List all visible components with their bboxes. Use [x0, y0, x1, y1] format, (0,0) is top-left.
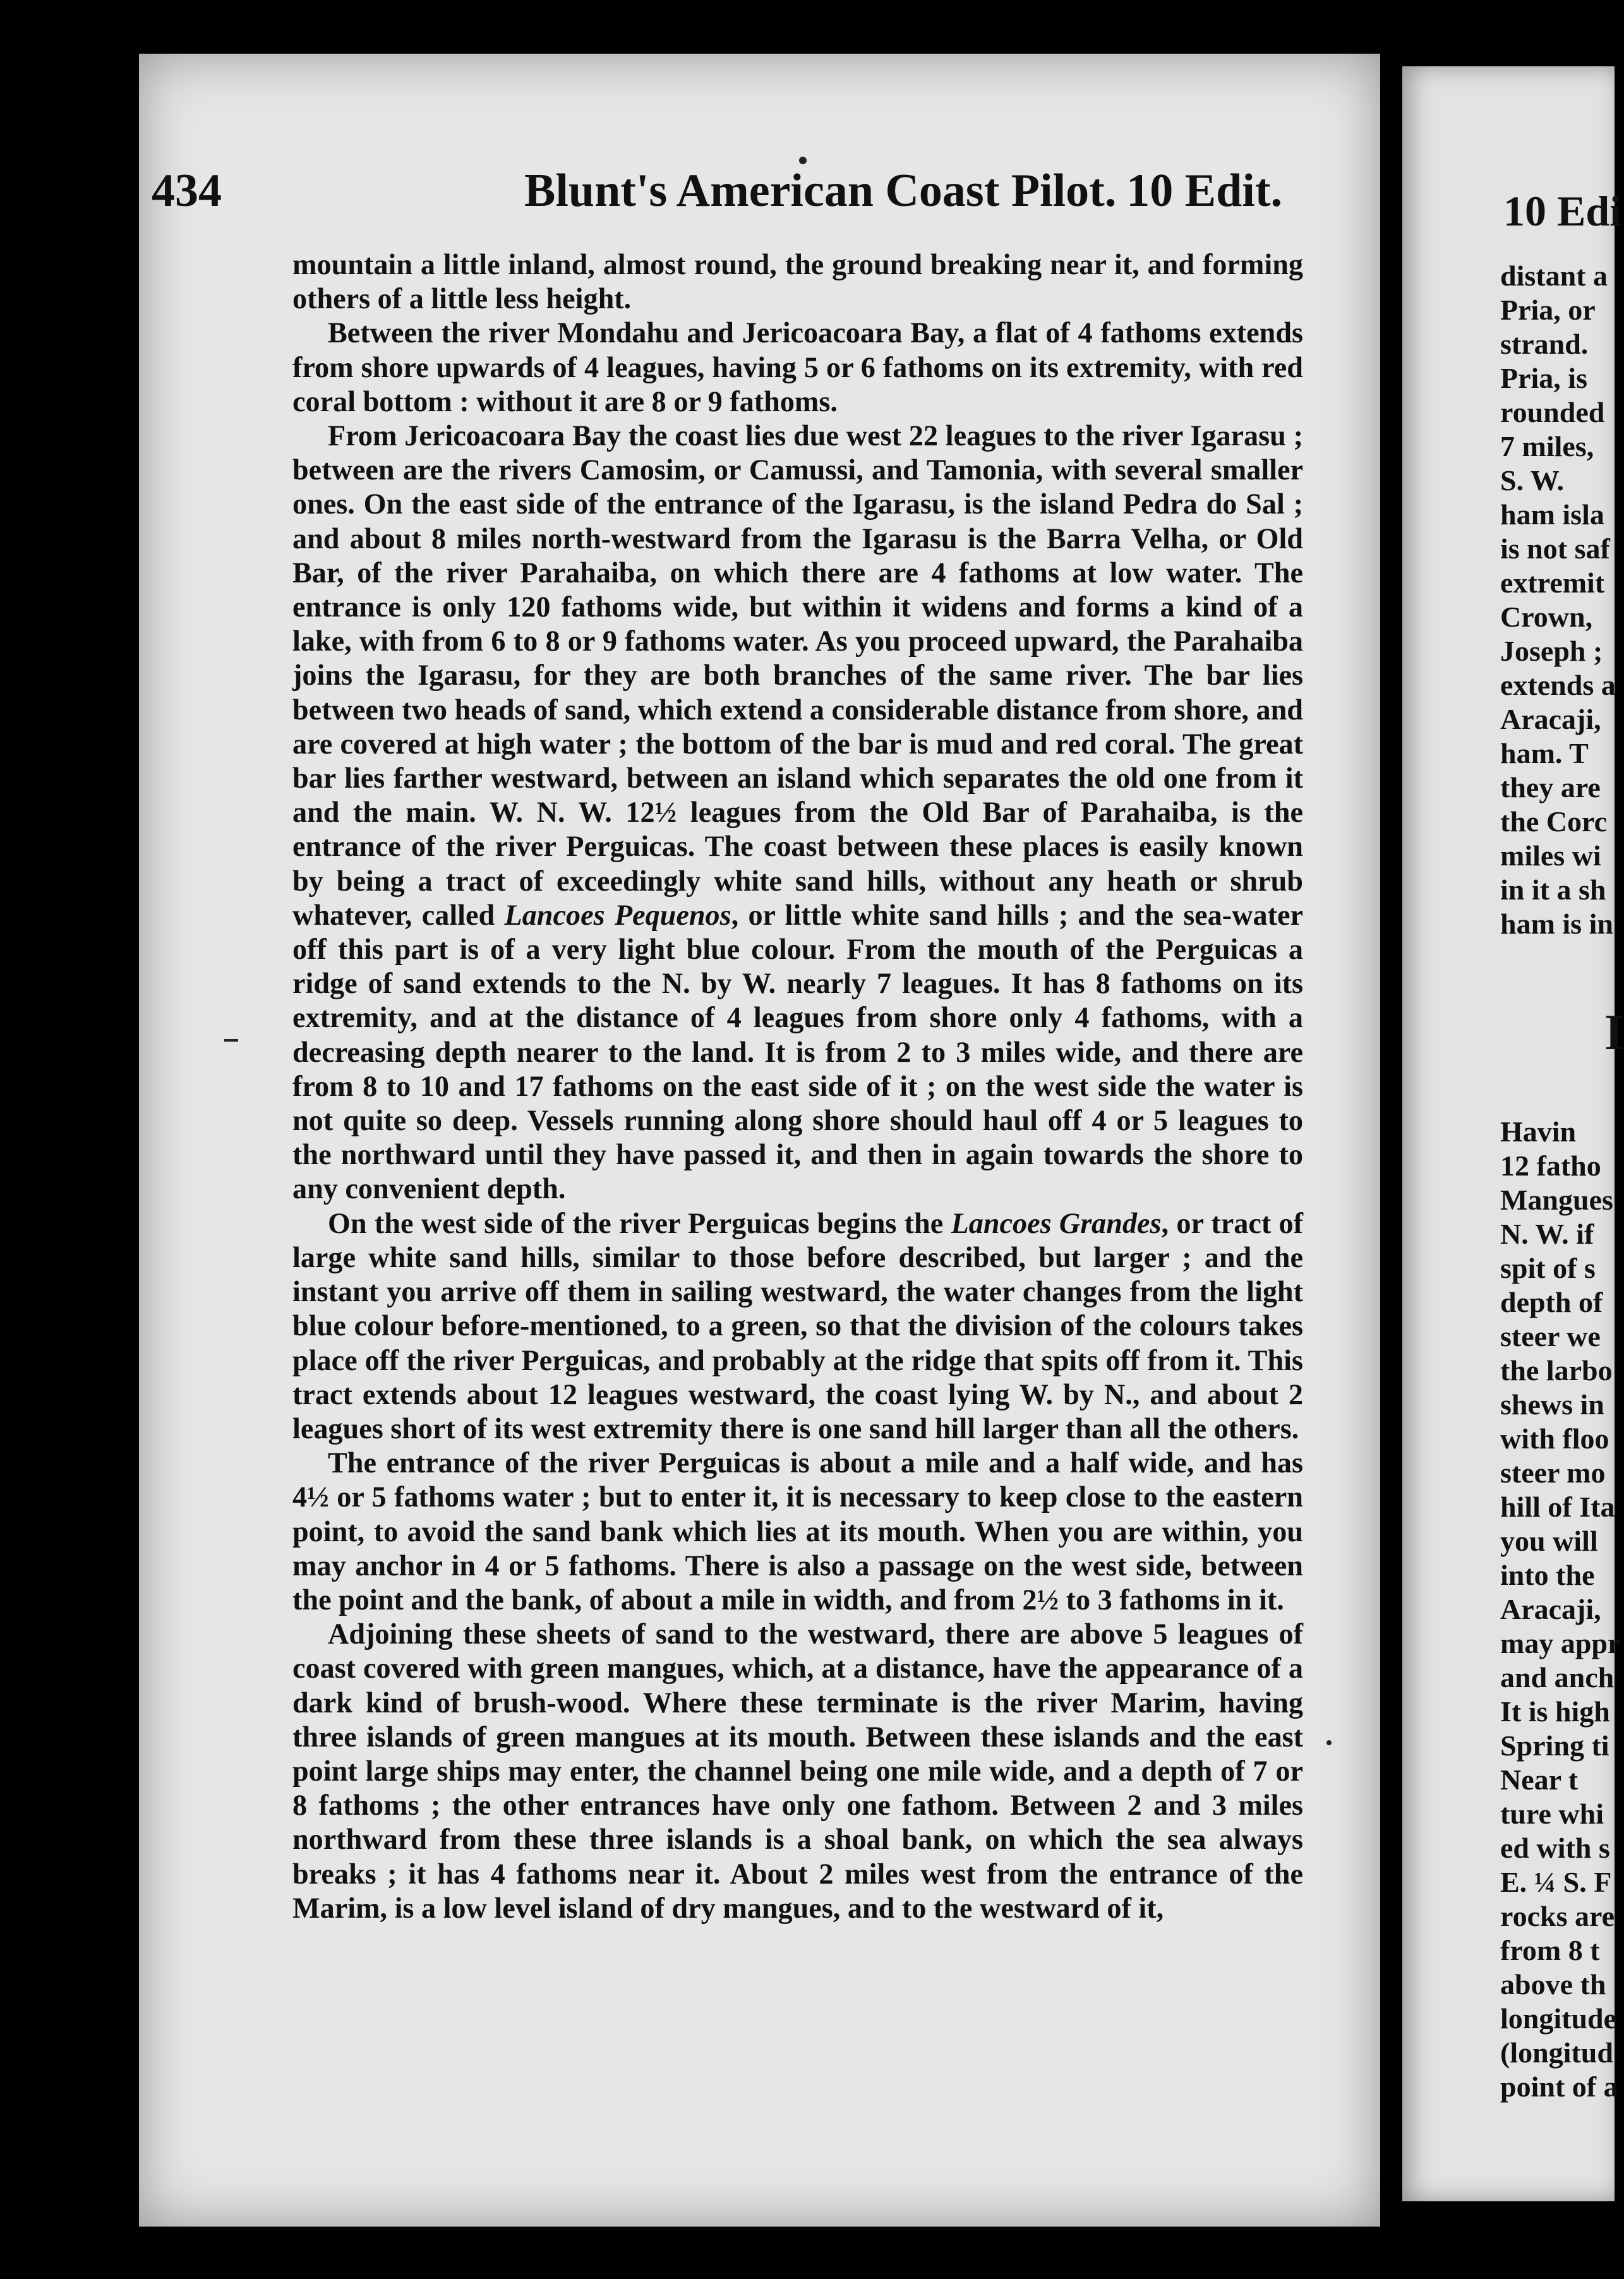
right-page-line: Spring ti — [1500, 1729, 1609, 1762]
right-page-line: Pria, or — [1500, 294, 1596, 326]
right-page-line: Joseph ; — [1500, 635, 1603, 667]
right-page-line: spit of s — [1500, 1252, 1596, 1284]
right-page-line: the larbo — [1500, 1354, 1613, 1386]
right-page-line: steer we — [1500, 1320, 1601, 1352]
body-text — [292, 248, 1303, 1925]
page-number: 434 — [152, 165, 222, 217]
right-page-line: shews in — [1500, 1388, 1604, 1421]
right-page-line: rocks are — [1500, 1900, 1615, 1932]
right-page-line: in it a sh — [1500, 874, 1606, 906]
right-page-line: ed with s — [1500, 1832, 1610, 1864]
running-title: Blunt's American Coast Pilot. — [524, 165, 1117, 217]
right-page-line: Crown, — [1500, 601, 1593, 633]
right-page-line: they are — [1500, 771, 1601, 803]
right-page-line: ture whi — [1500, 1798, 1604, 1830]
right-page-line: depth of — [1500, 1286, 1603, 1318]
right-page-line: Pria, is — [1500, 362, 1587, 394]
right-page-line: It is high — [1500, 1695, 1610, 1728]
right-page-line: steer mo — [1500, 1457, 1606, 1489]
right-page-line: and anch — [1500, 1661, 1615, 1693]
margin-mark — [799, 157, 807, 164]
right-page-line: Havin — [1500, 1115, 1577, 1148]
right-page-line: Aracaji, — [1500, 703, 1601, 735]
right-page-line: point of a — [1500, 2071, 1618, 2103]
right-page-line: may appr — [1500, 1627, 1621, 1659]
right-page-line: ham isla — [1500, 498, 1604, 531]
right-page-line: longitude — [1500, 2002, 1617, 2035]
right-page-line: rounded — [1500, 396, 1605, 428]
paragraph: From Jericoacoara Bay the coast lies due west 22 leagues to the river Igarasu ; between are the rivers Camosim, or Camussi, and Tamonia, with several smaller ones. On the east side of the entrance of the Igarasu, is the island Pedra do Sal ; and about 8 miles north-westward from the Igarasu is the Barra Velha, or Old Bar, of the river Parahaiba, on which there are 4 fathoms at low water. The entrance is only 120 fathoms wide, but within it widens and forms a kind of a lake, with from 6 to 8 or 9 fathoms water. As you proceed upward, the Parahaiba joins the Igarasu, for they are both branches of the same river. The bar lies between two heads of sand, which extend a considerable distance from shore, and are covered at high water ; the bottom of the bar is mud and red coral. The great bar lies farther westward, between an island which separates the old one from it and the main. W. N. W. 12½ leagues from the Old Bar of Parahaiba, is the entrance of the river Perguicas. The coast between these places is easily known by being a tract of exceedingly white sand hills, without any heath or shrub whatever, called Lancoes Pequenos, or little white sand hills ; and the sea-water off this part is of a very light blue colour. From the mouth of the Perguicas a ridge of sand extends to the N. by W. nearly 7 leagues. It has 8 fathoms on its extremity, and at the distance of 4 leagues from shore only 4 fathoms, with a decreasing depth nearer to the land. It is from 2 to 3 miles wide, and there are from 8 to 10 and 17 fathoms on the east side of it ; on the west side the water is not quite so deep. Vessels running along shore should haul off 4 or 5 leagues to the northward until they have passed it, and then in again towards the shore to any convenient depth. — [292, 419, 1303, 1205]
running-header — [152, 164, 1282, 227]
right-page-line: with floo — [1500, 1422, 1609, 1455]
margin-mark — [224, 1039, 238, 1042]
right-page-line: 7 miles, — [1500, 430, 1594, 462]
right-page-line: ham is in — [1500, 908, 1613, 940]
right-page-line: extremit — [1500, 567, 1605, 599]
right-page-line: E. ¼ S. F — [1500, 1866, 1612, 1898]
right-page-line: Near t — [1500, 1764, 1579, 1796]
right-page-line: hill of Ita — [1500, 1491, 1615, 1523]
right-page-line: miles wi — [1500, 839, 1601, 872]
paragraph: mountain a little inland, almost round, the ground breaking near it, and forming others of a little less height. — [292, 248, 1303, 315]
right-page-line: the Corc — [1500, 805, 1608, 838]
margin-mark — [1326, 1740, 1332, 1745]
right-page-line: (longitud — [1500, 2036, 1613, 2069]
right-page-header: 10 Edi — [1503, 187, 1622, 235]
right-page-line: distant a — [1500, 260, 1608, 292]
right-page-line: you will — [1500, 1525, 1598, 1557]
right-page-line: above th — [1500, 1968, 1606, 2000]
right-page-line: S. W. — [1500, 464, 1565, 496]
right-page-line: ham. T — [1500, 737, 1589, 769]
right-page-line: extends a — [1500, 669, 1616, 701]
paragraph: On the west side of the river Perguicas begins the Lancoes Grandes, or tract of large white sand hills, similar to those before described, but larger ; and the instant you arrive off them in sailing westward, the water changes from the light blue colour before-mentioned, to a green, so that the division of the colours takes place off the river Perguicas, and probably at the ridge that spits off from it. This tract extends about 12 leagues westward, the coast lying W. by N., and about 2 leagues short of its west extremity there is one sand hill larger than all the others. — [292, 1206, 1304, 1445]
right-page-line: strand. — [1500, 328, 1589, 360]
right-page-line: Aracaji, — [1500, 1593, 1601, 1625]
right-page-line: into the — [1500, 1559, 1595, 1591]
right-page-section-letter: I — [1604, 1005, 1624, 1061]
paragraph: Between the river Mondahu and Jericoacoara Bay, a flat of 4 fathoms extends from shore upwards of 4 leagues, having 5 or 6 fathoms on its extremity, with red coral bottom : without it are 8 or 9 fathoms. — [292, 316, 1303, 418]
right-page-line: from 8 t — [1500, 1934, 1600, 1966]
right-page-line: 12 fatho — [1500, 1150, 1601, 1182]
right-page-line: Mangues — [1500, 1184, 1613, 1216]
right-page-line: is not saf — [1500, 532, 1610, 565]
edition-label: 10 Edit. — [1126, 165, 1282, 217]
paragraph: Adjoining these sheets of sand to the westward, there are above 5 leagues of coast covered with green mangues, which, at a distance, have the appearance of a dark kind of brush-wood. Where these terminate is the river Marim, having three islands of green mangues at its mouth. Between these islands and the east point large ships may enter, the channel being one mile wide, and a depth of 7 or 8 fathoms ; the other entrances have only one fathom. Between 2 and 3 miles northward from these three islands is a shoal bank, on which the sea always breaks ; it has 4 fathoms near it. About 2 miles west from the entrance of the Marim, is a low level island of dry mangues, and to the westward of it, — [292, 1618, 1303, 1924]
paragraph: The entrance of the river Perguicas is about a mile and a half wide, and has 4½ or 5 fathoms water ; but to enter it, it is necessary to keep close to the eastern point, to avoid the sand bank which lies at its mouth. When you are within, you may anchor in 4 or 5 fathoms. There is also a passage on the west side, between the point and the bank, of about a mile in width, and from 2½ to 3 fathoms in it. — [292, 1446, 1303, 1616]
right-page-line: N. W. if — [1500, 1218, 1594, 1250]
